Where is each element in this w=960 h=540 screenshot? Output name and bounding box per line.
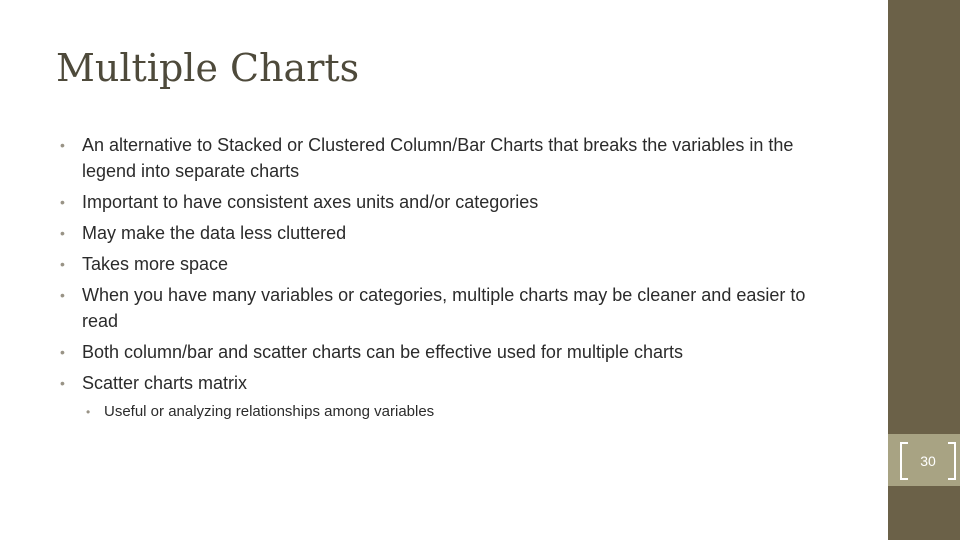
bullet-item: • When you have many variables or categories, multiple charts may be cleaner and easier to read — [60, 282, 840, 334]
bullet-item: • Takes more space — [60, 251, 840, 277]
page-number: 30 — [920, 453, 936, 469]
slide-title: Multiple Charts — [56, 46, 360, 90]
slide-content — [60, 132, 840, 423]
page-number-box — [900, 442, 956, 478]
bullet-item: • Both column/bar and scatter charts can be effective used for multiple charts — [60, 339, 840, 365]
bullet-item: • An alternative to Stacked or Clustered Column/Bar Charts that breaks the variables in the legend into separate charts — [60, 132, 840, 184]
bullet-list — [60, 132, 840, 396]
bullet-item: • May make the data less cluttered — [60, 220, 840, 246]
sub-bullet-list — [60, 401, 840, 423]
sub-bullet-item: • Useful or analyzing relationships among variables — [86, 401, 840, 423]
bullet-item: • Important to have consistent axes units and/or categories — [60, 189, 840, 215]
bullet-item: • Scatter charts matrix — [60, 370, 840, 396]
